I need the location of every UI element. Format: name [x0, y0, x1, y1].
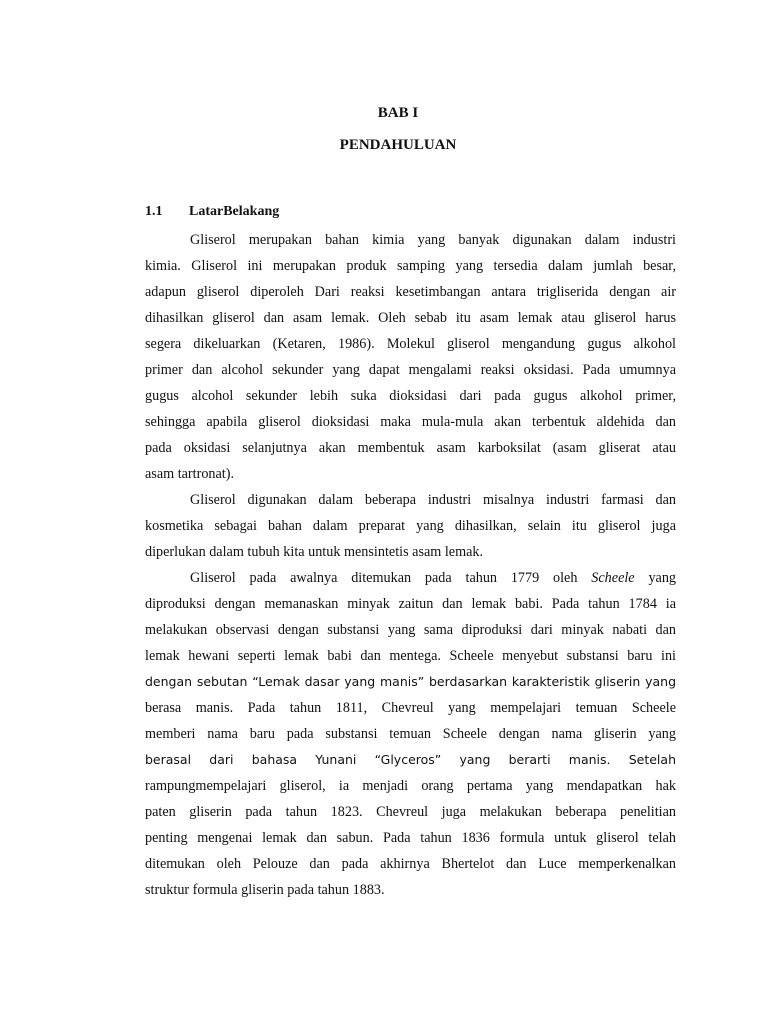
paragraph-line: ditemukan oleh Pelouze dan pada akhirnya Bhertelot dan Luce memperkenalkan [145, 856, 676, 872]
italic-name: Scheele [591, 570, 635, 586]
paragraph-line: kosmetika sebagai bahan dalam preparat yang dihasilkan, selain itu gliserol juga [145, 518, 676, 534]
paragraph-line: kimia. Gliserol ini merupakan produk samping yang tersedia dalam jumlah besar, [145, 258, 676, 274]
paragraph-line: struktur formula gliserin pada tahun 1883. [145, 882, 385, 898]
paragraph-line: sehingga apabila gliserol dioksidasi maka mula-mula akan terbentuk aldehida dan [145, 414, 676, 430]
paragraph-line [190, 569, 676, 587]
section-number: 1.1 [145, 204, 163, 219]
paragraph-line: berasa manis. Pada tahun 1811, Chevreul yang mempelajari temuan Scheele [145, 700, 676, 716]
section-heading [145, 204, 279, 220]
paragraph-line: Gliserol merupakan bahan kimia yang banyak digunakan dalam industri [190, 232, 676, 248]
line-text: yang [648, 570, 677, 586]
chapter-heading: BAB I [377, 105, 419, 121]
paragraph-line: asam tartronat). [145, 466, 235, 482]
paragraph-line: penting mengenai lemak dan sabun. Pada tahun 1836 formula untuk gliserol telah [145, 830, 676, 846]
paragraph-line: dihasilkan gliserol dan asam lemak. Oleh sebab itu asam lemak atau gliserol harus [145, 310, 676, 326]
paragraph-line: diperlukan dalam tubuh kita untuk mensintetis asam lemak. [145, 544, 484, 560]
paragraph-line: lemak hewani seperti lemak babi dan mentega. Scheele menyebut substansi baru ini [145, 648, 676, 664]
paragraph-line: pada oksidasi selanjutnya akan membentuk asam karboksilat (asam gliserat atau [145, 440, 676, 456]
paragraph-line: melakukan observasi dengan substansi yang sama diproduksi dari minyak nabati dan [145, 622, 676, 638]
paragraph-line: primer dan alcohol sekunder yang dapat mengalami reaksi oksidasi. Pada umumnya [145, 362, 676, 378]
section-title: LatarBelakang [189, 204, 280, 219]
line-text: Gliserol pada awalnya ditemukan pada tahun 1779 oleh [190, 570, 578, 586]
paragraph-line: rampungmempelajari gliserol, ia menjadi orang pertama yang mendapatkan hak [145, 778, 676, 794]
paragraph-line: berasal dari bahasa Yunani “Glyceros” yang berarti manis. Setelah [145, 752, 676, 767]
paragraph-line: adapun gliserol diperoleh Dari reaksi kesetimbangan antara trigliserida dengan air [145, 284, 676, 300]
paragraph-line: paten gliserin pada tahun 1823. Chevreul juga melakukan beberapa penelitian [145, 804, 676, 820]
chapter-title: PENDAHULUAN [339, 137, 457, 153]
paragraph-line: segera dikeluarkan (Ketaren, 1986). Molekul gliserol mengandung gugus alkohol [145, 336, 676, 352]
paragraph-line: dengan sebutan “Lemak dasar yang manis” berdasarkan karakteristik gliserin yang [145, 674, 676, 689]
paragraph-line: memberi nama baru pada substansi temuan Scheele dengan nama gliserin yang [145, 726, 676, 742]
paragraph-line: gugus alcohol sekunder lebih suka dioksidasi dari pada gugus alkohol primer, [145, 388, 676, 404]
paragraph-line: diproduksi dengan memanaskan minyak zaitun dan lemak babi. Pada tahun 1784 ia [145, 596, 676, 612]
paragraph-line: Gliserol digunakan dalam beberapa industri misalnya industri farmasi dan [190, 492, 676, 508]
